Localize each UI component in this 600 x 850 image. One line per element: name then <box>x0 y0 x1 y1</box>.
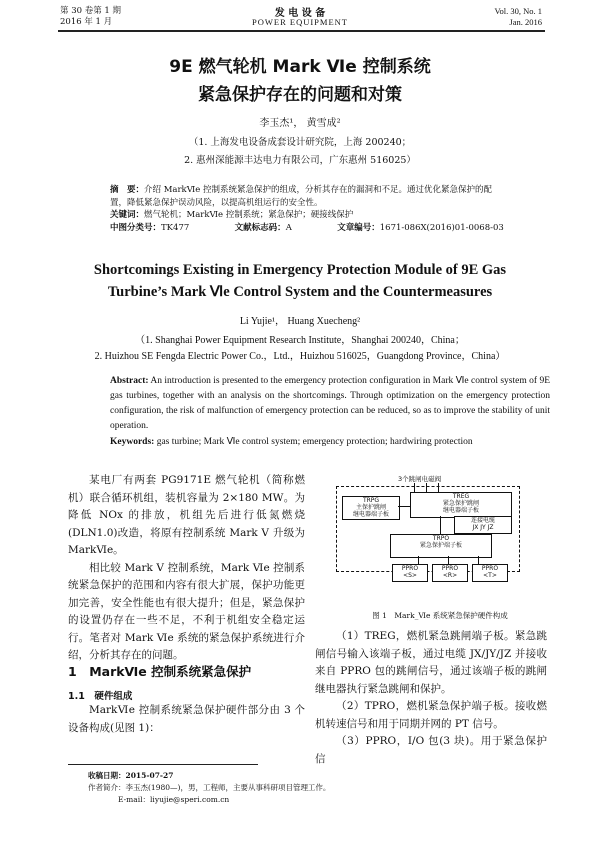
affiliation-cn-1: （1. 上海发电设备成套设计研究院，上海 200240； <box>188 137 412 148</box>
trpo-ppro-t-link <box>478 556 479 564</box>
trpo-ppro-r-link <box>448 556 449 564</box>
ppro-t-box: PPRO <T> <box>472 564 508 582</box>
footnote <box>88 770 330 806</box>
item-ppro: （3）PPRO，I/O 包(3 块)。用于紧急保护信 <box>315 735 547 765</box>
ppro-r-box: PPRO <R> <box>432 564 468 582</box>
title-cn-line1: 9E 燃气轮机 Mark Ⅵe 控制系统 <box>169 57 431 77</box>
left-column <box>68 472 305 665</box>
footnote-rule <box>68 764 258 765</box>
abstract-cn-label: 摘 要： <box>110 185 145 195</box>
paragraph-hardware <box>68 702 305 737</box>
keywords-cn-label: 关键词： <box>110 210 145 220</box>
abstract-cn <box>110 184 550 234</box>
article-number: 1671-086X(2016)01-0068-03 <box>379 222 504 233</box>
journal-name-en: POWER EQUIPMENT <box>252 17 348 27</box>
class-number-label: 中图分类号： <box>110 222 162 233</box>
section-heading-1: 1 MarkⅥe 控制系统紧急保护 <box>68 664 252 679</box>
item-treg: （1）TREG，燃机紧急跳闸端子板。紧急跳闸信号输入该端子板，通过电缆 JX/JY/JZ 并接收来自 PPRO 包的跳闸信号，通过该端子板的跳闸继电器执行紧急跳闸和保护。 <box>315 630 547 695</box>
doc-code-label: 文献标志码： <box>234 222 286 233</box>
abstract-en <box>110 374 550 434</box>
right-column <box>315 628 547 768</box>
keywords-en: gas turbine; Mark Ⅵe control system; emergency protection; hardwiring protection <box>156 437 473 447</box>
author-email: E-mail：liyujie@speri.com.cn <box>118 795 230 804</box>
header-rule <box>58 30 545 32</box>
keywords-en-label: Keywords: <box>110 437 155 447</box>
trpg-box: TRPG 主保护跳闸 继电器端子板 <box>342 496 400 520</box>
treg-box: TREG 紧急保护跳闸 继电器端子板 <box>410 492 512 518</box>
received-date: 收稿日期：2015-07-27 <box>88 771 174 780</box>
affiliation-en-1: （1. Shanghai Power Equipment Research Institute，Shanghai 200240，China； <box>135 335 465 346</box>
article-number-label: 文章编号： <box>337 222 380 233</box>
solenoid-label: 3个跳闸电磁阀 <box>398 475 442 483</box>
header-volume-cn: 第 30 卷第 1 期 <box>60 6 122 16</box>
keywords-en-row <box>110 436 550 447</box>
item-tpro: （2）TPRO，燃机紧急保护端子板。接收燃机转速信号和用于同期并网的 PT 信号。 <box>315 700 547 730</box>
author-bio: 作者简介：李玉杰(1980—)，男，工程师，主要从事科研项目管理工作。 <box>88 783 331 792</box>
header-date-en: Jan. 2016 <box>509 17 542 27</box>
trpo-box: TRPO 紧急保护端子板 <box>390 534 492 558</box>
class-number: TK477 <box>161 222 190 233</box>
title-cn-line2: 紧急保护存在的问题和对策 <box>198 85 402 105</box>
title-en-line1: Shortcomings Existing in Emergency Protection Module of 9E Gas <box>93 262 507 278</box>
abstract-cn-text1: 介绍 MarkⅥe 控制系统紧急保护的组成，分析其存在的漏洞和不足。通过优化紧急保护的配 <box>144 185 492 195</box>
figure-1-diagram <box>330 470 560 600</box>
abstract-en-label: Abstract: <box>110 376 149 386</box>
authors-en: Li Yujie¹， Huang Xuecheng² <box>239 316 361 327</box>
trpo-ppro-s-link <box>418 556 419 564</box>
cable-box: 连接电缆 JX JY JZ <box>454 516 512 534</box>
abstract-en-text: An introduction is presented to the emergency protection configuration in Mark Ⅵe control system of 9E gas turbines, together with an analysis on the shortcomings. Through optimization on the emergency protection configuration, the risk of malfunction of emergency protection can be reduced, so as to improve the stability of unit operation. <box>110 376 550 431</box>
paragraph-hardware-text: MarkⅥe 控制系统紧急保护硬件部分由 3 个设备构成(见图 1)： <box>68 704 305 734</box>
affiliation-cn-2: 2. 惠州深能源丰达电力有限公司，广东惠州 516025） <box>184 155 416 166</box>
ppro-s-box: PPRO <S> <box>392 564 428 582</box>
header-volume-en: Vol. 30, No. 1 <box>494 6 542 16</box>
affiliation-en-2: 2. Huizhou SE Fengda Electric Power Co.，Ltd.，Huizhou 516025，Guangdong Province，China） <box>94 351 506 362</box>
figure-1-caption: 图 1 Mark_Ⅵe 系统紧急保护硬件构成 <box>372 611 508 620</box>
keywords-cn: 燃气轮机；MarkⅥe 控制系统；紧急保护；硬接线保护 <box>144 210 354 220</box>
paragraph-intro: 某电厂有两套 PG9171E 燃气轮机（简称燃机）联合循环机组，装机容量为 2×180 MW。为降低 NOx 的排放，机组先后进行低氮燃烧(DLN1.0)改造，将原有控制系统 Mark Ⅴ 升级为 MarkⅥe。 <box>68 474 305 556</box>
authors-cn: 李玉杰¹， 黄雪成² <box>259 118 341 129</box>
trpg-treg-link <box>398 506 410 507</box>
doc-code: A <box>285 222 292 233</box>
treg-trpo-link <box>440 516 441 534</box>
title-en-line2: Turbine’s Mark Ⅵe Control System and the Countermeasures <box>107 284 493 300</box>
paragraph-comparison: 相比较 Mark Ⅴ 控制系统，Mark Ⅵe 控制系统紧急保护的范围和内容有很大扩展，保护功能更加完善，安全性能也有很大提升；但是，紧急保护的设置仍存在一些不足，不利于机组安全稳定运行。笔者对 Mark Ⅵe 系统的紧急保护系统进行介绍，分析其存在的问题。 <box>68 561 305 661</box>
journal-name-cn: 发 电 设 备 <box>274 8 326 19</box>
abstract-cn-text2: 置，降低紧急保护误动风险，以提高机组运行的安全性。 <box>110 197 323 208</box>
header-date-cn: 2016 年 1 月 <box>60 17 113 27</box>
subsection-heading-1-1: 1.1 硬件组成 <box>68 691 133 702</box>
